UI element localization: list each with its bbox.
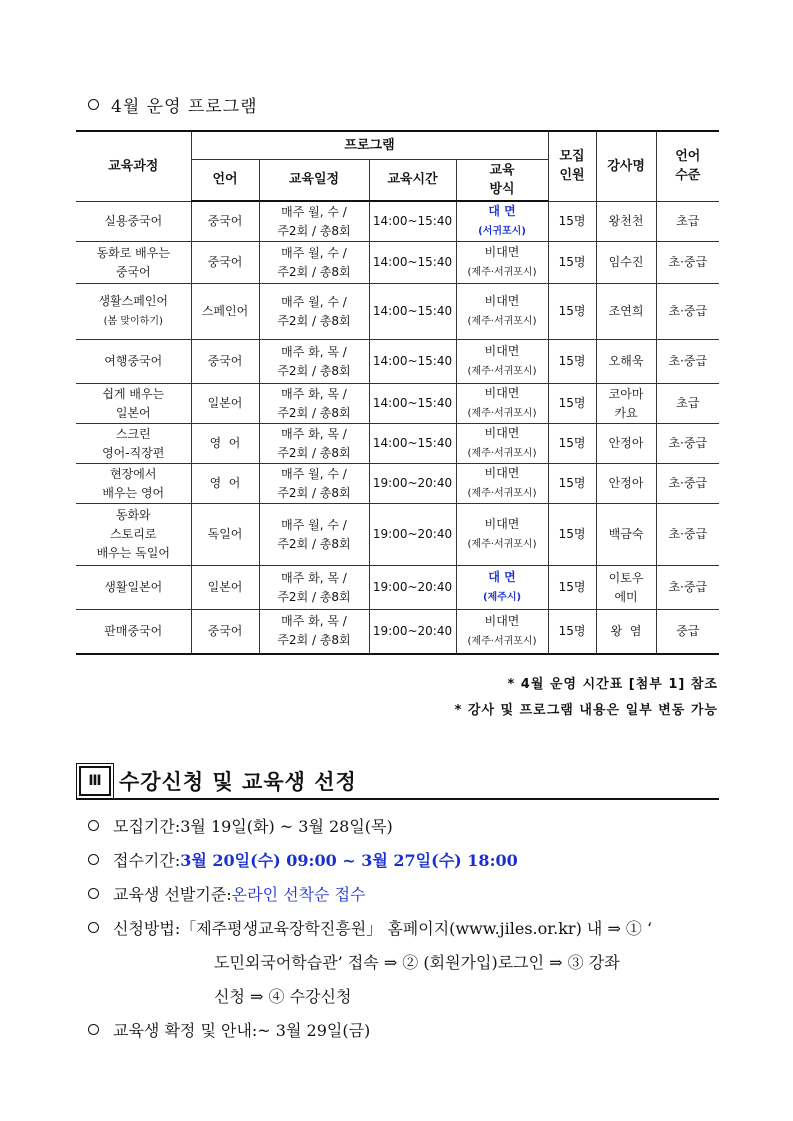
cell-language: 독일어 — [191, 504, 259, 566]
cell-method: 대 면 (서귀포시) — [456, 201, 548, 242]
cell-schedule: 매주 화, 목 / 주2회 / 총8회 — [259, 610, 369, 654]
header-program: 프로그램 — [191, 131, 548, 159]
confirmation-notice: 교육생 확정 및 안내: ~ 3월 29일(금) — [88, 1018, 370, 1041]
header-method: 교육 방식 — [456, 159, 548, 201]
cell-capacity: 15명 — [548, 384, 596, 424]
cell-time: 19:00~20:40 — [369, 566, 456, 610]
application-method: 신청방법: 「제주평생교육장학진흥원」 홈페이지(www.jiles.or.kr) 내 ⇒ ① ‘ — [88, 916, 652, 939]
cell-course: 생활스페인어 (봄 맞이하기) — [76, 284, 191, 340]
cell-level: 초·중급 — [656, 242, 719, 284]
cell-schedule: 매주 월, 수 / 주2회 / 총8회 — [259, 242, 369, 284]
cell-time: 14:00~15:40 — [369, 201, 456, 242]
cell-method: 비대면 (제주·서귀포시) — [456, 464, 548, 504]
cell-schedule: 매주 월, 수 / 주2회 / 총8회 — [259, 504, 369, 566]
application-method-line3: 신청 ⇒ ④ 수강신청 — [214, 987, 352, 1006]
cell-course: 동화로 배우는 중국어 — [76, 242, 191, 284]
cell-capacity: 15명 — [548, 284, 596, 340]
cell-method: 비대면 (제주·서귀포시) — [456, 242, 548, 284]
cell-course: 생활일본어 — [76, 566, 191, 610]
cell-instructor: 왕 염 — [596, 610, 656, 654]
cell-method: 비대면 (제주·서귀포시) — [456, 384, 548, 424]
receipt-period: 접수기간: 3월 20일(수) 09:00 ~ 3월 27일(수) 18:00 — [88, 848, 518, 871]
table-row — [76, 610, 719, 654]
cell-schedule: 매주 월, 수 / 주2회 / 총8회 — [259, 284, 369, 340]
cell-level: 초·중급 — [656, 340, 719, 384]
header-instructor: 강사명 — [596, 131, 656, 201]
cell-level: 중급 — [656, 610, 719, 654]
cell-method: 비대면 (제주·서귀포시) — [456, 424, 548, 464]
cell-language: 중국어 — [191, 201, 259, 242]
cell-instructor: 조연희 — [596, 284, 656, 340]
program-table — [76, 130, 719, 655]
cell-course: 쉽게 배우는 일본어 — [76, 384, 191, 424]
section-heading-april-programs — [88, 92, 258, 117]
cell-time: 19:00~20:40 — [369, 504, 456, 566]
cell-schedule: 매주 월, 수 / 주2회 / 총8회 — [259, 201, 369, 242]
cell-method: 비대면 (제주·서귀포시) — [456, 610, 548, 654]
table-row — [76, 464, 719, 504]
selection-criteria: 교육생 선발기준: 온라인 선착순 접수 — [88, 882, 366, 905]
cell-language: 일본어 — [191, 566, 259, 610]
header-capacity: 모집 인원 — [548, 131, 596, 201]
cell-course: 현장에서 배우는 영어 — [76, 464, 191, 504]
cell-level: 초·중급 — [656, 464, 719, 504]
note-timetable: * 4월 운영 시간표 [첨부 1] 참조 — [507, 677, 718, 692]
cell-capacity: 15명 — [548, 610, 596, 654]
note-change: * 강사 및 프로그램 내용은 일부 변동 가능 — [454, 703, 718, 718]
cell-method: 비대면 (제주·서귀포시) — [456, 504, 548, 566]
cell-capacity: 15명 — [548, 424, 596, 464]
cell-capacity: 15명 — [548, 340, 596, 384]
cell-level: 초급 — [656, 201, 719, 242]
table-row — [76, 566, 719, 610]
cell-method: 비대면 (제주·서귀포시) — [456, 340, 548, 384]
table-row — [76, 424, 719, 464]
header-language: 언어 — [191, 159, 259, 201]
cell-time: 14:00~15:40 — [369, 242, 456, 284]
table-row — [76, 340, 719, 384]
cell-instructor: 코아마 카요 — [596, 384, 656, 424]
cell-level: 초급 — [656, 384, 719, 424]
table-row — [76, 242, 719, 284]
cell-capacity: 15명 — [548, 242, 596, 284]
cell-language: 중국어 — [191, 242, 259, 284]
cell-course: 실용중국어 — [76, 201, 191, 242]
table-row — [76, 384, 719, 424]
cell-level: 초·중급 — [656, 504, 719, 566]
recruit-period: 모집기간: 3월 19일(화) ~ 3월 28일(목) — [88, 814, 393, 837]
header-schedule: 교육일정 — [259, 159, 369, 201]
header-time: 교육시간 — [369, 159, 456, 201]
circle-bullet-icon — [88, 99, 99, 110]
cell-instructor: 안정아 — [596, 464, 656, 504]
section-3-title: 수강신청 및 교육생 선정 — [119, 770, 357, 794]
cell-course: 스크린 영어-직장편 — [76, 424, 191, 464]
cell-schedule: 매주 월, 수 / 주2회 / 총8회 — [259, 464, 369, 504]
cell-instructor: 오해욱 — [596, 340, 656, 384]
cell-instructor: 이토우 에미 — [596, 566, 656, 610]
section-title: 4월 운영 프로그램 — [111, 97, 258, 117]
cell-time: 14:00~15:40 — [369, 384, 456, 424]
cell-language: 중국어 — [191, 340, 259, 384]
table-header-row — [76, 131, 719, 159]
cell-capacity: 15명 — [548, 201, 596, 242]
cell-method: 대 면 (제주시) — [456, 566, 548, 610]
table-row — [76, 504, 719, 566]
cell-time: 14:00~15:40 — [369, 340, 456, 384]
cell-time: 19:00~20:40 — [369, 610, 456, 654]
circle-bullet-icon — [88, 1024, 99, 1035]
cell-capacity: 15명 — [548, 566, 596, 610]
cell-level: 초·중급 — [656, 284, 719, 340]
circle-bullet-icon — [88, 820, 99, 831]
cell-schedule: 매주 화, 목 / 주2회 / 총8회 — [259, 340, 369, 384]
cell-instructor: 안정아 — [596, 424, 656, 464]
application-method-line2: 도민외국어학습관’ 접속 ⇒ ② (회원가입)로그인 ⇒ ③ 강좌 — [214, 953, 620, 972]
circle-bullet-icon — [88, 888, 99, 899]
header-course: 교육과정 — [76, 131, 191, 201]
cell-method: 비대면 (제주·서귀포시) — [456, 284, 548, 340]
cell-time: 19:00~20:40 — [369, 464, 456, 504]
cell-level: 초·중급 — [656, 566, 719, 610]
cell-time: 14:00~15:40 — [369, 284, 456, 340]
cell-course: 판매중국어 — [76, 610, 191, 654]
cell-schedule: 매주 화, 목 / 주2회 / 총8회 — [259, 384, 369, 424]
cell-language: 일본어 — [191, 384, 259, 424]
table-row — [76, 284, 719, 340]
cell-course: 동화와 스토리로 배우는 독일어 — [76, 504, 191, 566]
cell-level: 초·중급 — [656, 424, 719, 464]
cell-capacity: 15명 — [548, 464, 596, 504]
cell-schedule: 매주 화, 목 / 주2회 / 총8회 — [259, 566, 369, 610]
circle-bullet-icon — [88, 922, 99, 933]
section-numeral: Ⅲ — [79, 766, 111, 796]
cell-instructor: 임수진 — [596, 242, 656, 284]
cell-schedule: 매주 화, 목 / 주2회 / 총8회 — [259, 424, 369, 464]
cell-capacity: 15명 — [548, 504, 596, 566]
header-level: 언어 수준 — [656, 131, 719, 201]
cell-instructor: 왕천천 — [596, 201, 656, 242]
cell-language: 중국어 — [191, 610, 259, 654]
table-notes — [455, 672, 718, 724]
cell-language: 스페인어 — [191, 284, 259, 340]
section-3-heading — [76, 764, 719, 800]
circle-bullet-icon — [88, 854, 99, 865]
cell-course: 여행중국어 — [76, 340, 191, 384]
cell-instructor: 백금숙 — [596, 504, 656, 566]
cell-time: 14:00~15:40 — [369, 424, 456, 464]
table-row — [76, 201, 719, 242]
cell-language: 영 어 — [191, 424, 259, 464]
cell-language: 영 어 — [191, 464, 259, 504]
